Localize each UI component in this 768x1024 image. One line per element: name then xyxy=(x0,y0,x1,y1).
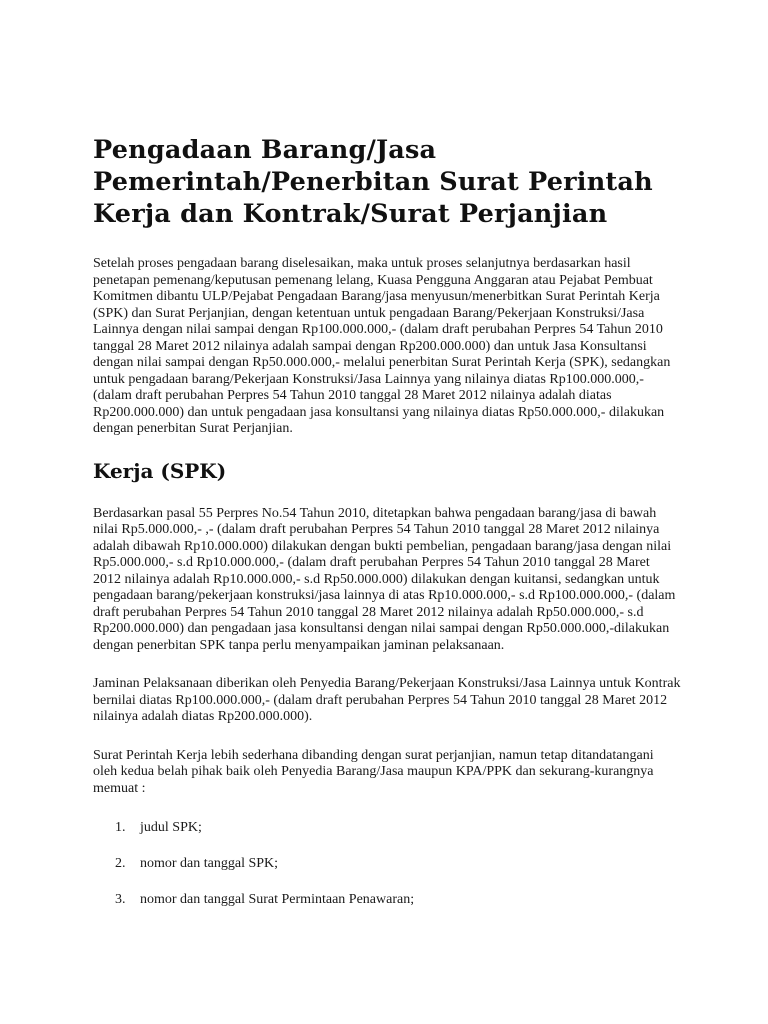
page-title: Pengadaan Barang/Jasa Pemerintah/Penerbitan Surat Perintah Kerja dan Kontrak/Surat Perjanjian xyxy=(93,135,653,229)
list-item-text: nomor dan tanggal Surat Permintaan Penawaran; xyxy=(140,892,415,907)
list-item-text: nomor dan tanggal SPK; xyxy=(140,856,279,871)
list-item xyxy=(93,855,681,872)
list-item-number: 1. xyxy=(115,820,126,835)
document-content xyxy=(93,134,681,927)
paragraph-pasal-55: Berdasarkan pasal 55 Perpres No.54 Tahun 2010, ditetapkan bahwa pengadaan barang/jasa di bawah nilai Rp5.000.000,- ,- (dalam draft perubahan Perpres 54 Tahun 2010 tanggal 28 Maret 2012 nilainya adalah dibawah Rp10.000.000) dilakukan dengan bukti pembelian, pengadaan barang/jasa dengan nilai Rp5.000.000,- s.d Rp10.000.000,- (dalam draft perubahan Perpres 54 Tahun 2010 tanggal 28 Maret 2012 nilainya adalah Rp10.000.000,- s.d Rp50.000.000) dilakukan dengan kuitansi, sedangkan untuk pengadaan barang/pekerjaan konstruksi/jasa lainnya di atas Rp10.000.000,- s.d Rp100.000.000,- (dalam draft perubahan Perpres 54 Tahun 2010 tanggal 28 Maret 2012 nilainya adalah Rp50.000.000,- s.d Rp200.000.000) dan pengadaan jasa konsultansi dengan nilai sampai dengan Rp50.000.000,-dilakukan dengan penerbitan SPK tanpa perlu menyampaikan jaminan pelaksanaan. xyxy=(93,505,676,653)
section-heading: Kerja (SPK) xyxy=(93,458,227,483)
paragraph-jaminan-pelaksanaan: Jaminan Pelaksanaan diberikan oleh Penyedia Barang/Pekerjaan Konstruksi/Jasa Lainnya untuk Kontrak bernilai diatas Rp100.000.000,- (dalam draft perubahan Perpres 54 Tahun 2010 tanggal 28 Maret 2012 nilainya adalah diatas Rp200.000.000). xyxy=(93,676,681,724)
list-item-text: judul SPK; xyxy=(140,820,202,835)
list-item-number: 2. xyxy=(115,856,126,871)
list-item xyxy=(93,819,681,836)
intro-paragraph: Setelah proses pengadaan barang diselesaikan, maka untuk proses selanjutnya berdasarkan hasil penetapan pemenang/keputusan pemenang lelang, Kuasa Pengguna Anggaran atau Pejabat Pembuat Komitmen dibantu ULP/Pejabat Pengadaan Barang/jasa menyusun/menerbitkan Surat Perintah Kerja (SPK) dan Surat Perjanjian, dengan ketentuan untuk pengadaan Barang/Pekerjaan Konstruksi/Jasa Lainnya dengan nilai sampai dengan Rp100.000.000,- (dalam draft perubahan Perpres 54 Tahun 2010 tanggal 28 Maret 2012 nilainya adalah sampai dengan Rp200.000.000) dan untuk Jasa Konsultansi dengan nilai sampai dengan Rp50.000.000,- melalui penerbitan Surat Perintah Kerja (SPK), sedangkan untuk pengadaan barang/Pekerjaan Konstruksi/Jasa Lainnya yang nilainya diatas Rp100.000.000,- (dalam draft perubahan Perpres 54 Tahun 2010 tanggal 28 Maret 2012 nilainya adalah diatas Rp200.000.000) dan untuk pengadaan jasa konsultansi yang nilainya diatas Rp50.000.000,- dilakukan dengan penerbitan Surat Perjanjian. xyxy=(93,256,671,436)
list-item-number: 3. xyxy=(115,892,126,907)
list-item xyxy=(93,891,681,908)
paragraph-surat-perintah-kerja: Surat Perintah Kerja lebih sederhana dibanding dengan surat perjanjian, namun tetap ditandatangani oleh kedua belah pihak baik oleh Penyedia Barang/Jasa maupun KPA/PPK dan sekurang-kurangnya memuat : xyxy=(93,747,654,796)
spk-contents-list xyxy=(93,819,681,908)
